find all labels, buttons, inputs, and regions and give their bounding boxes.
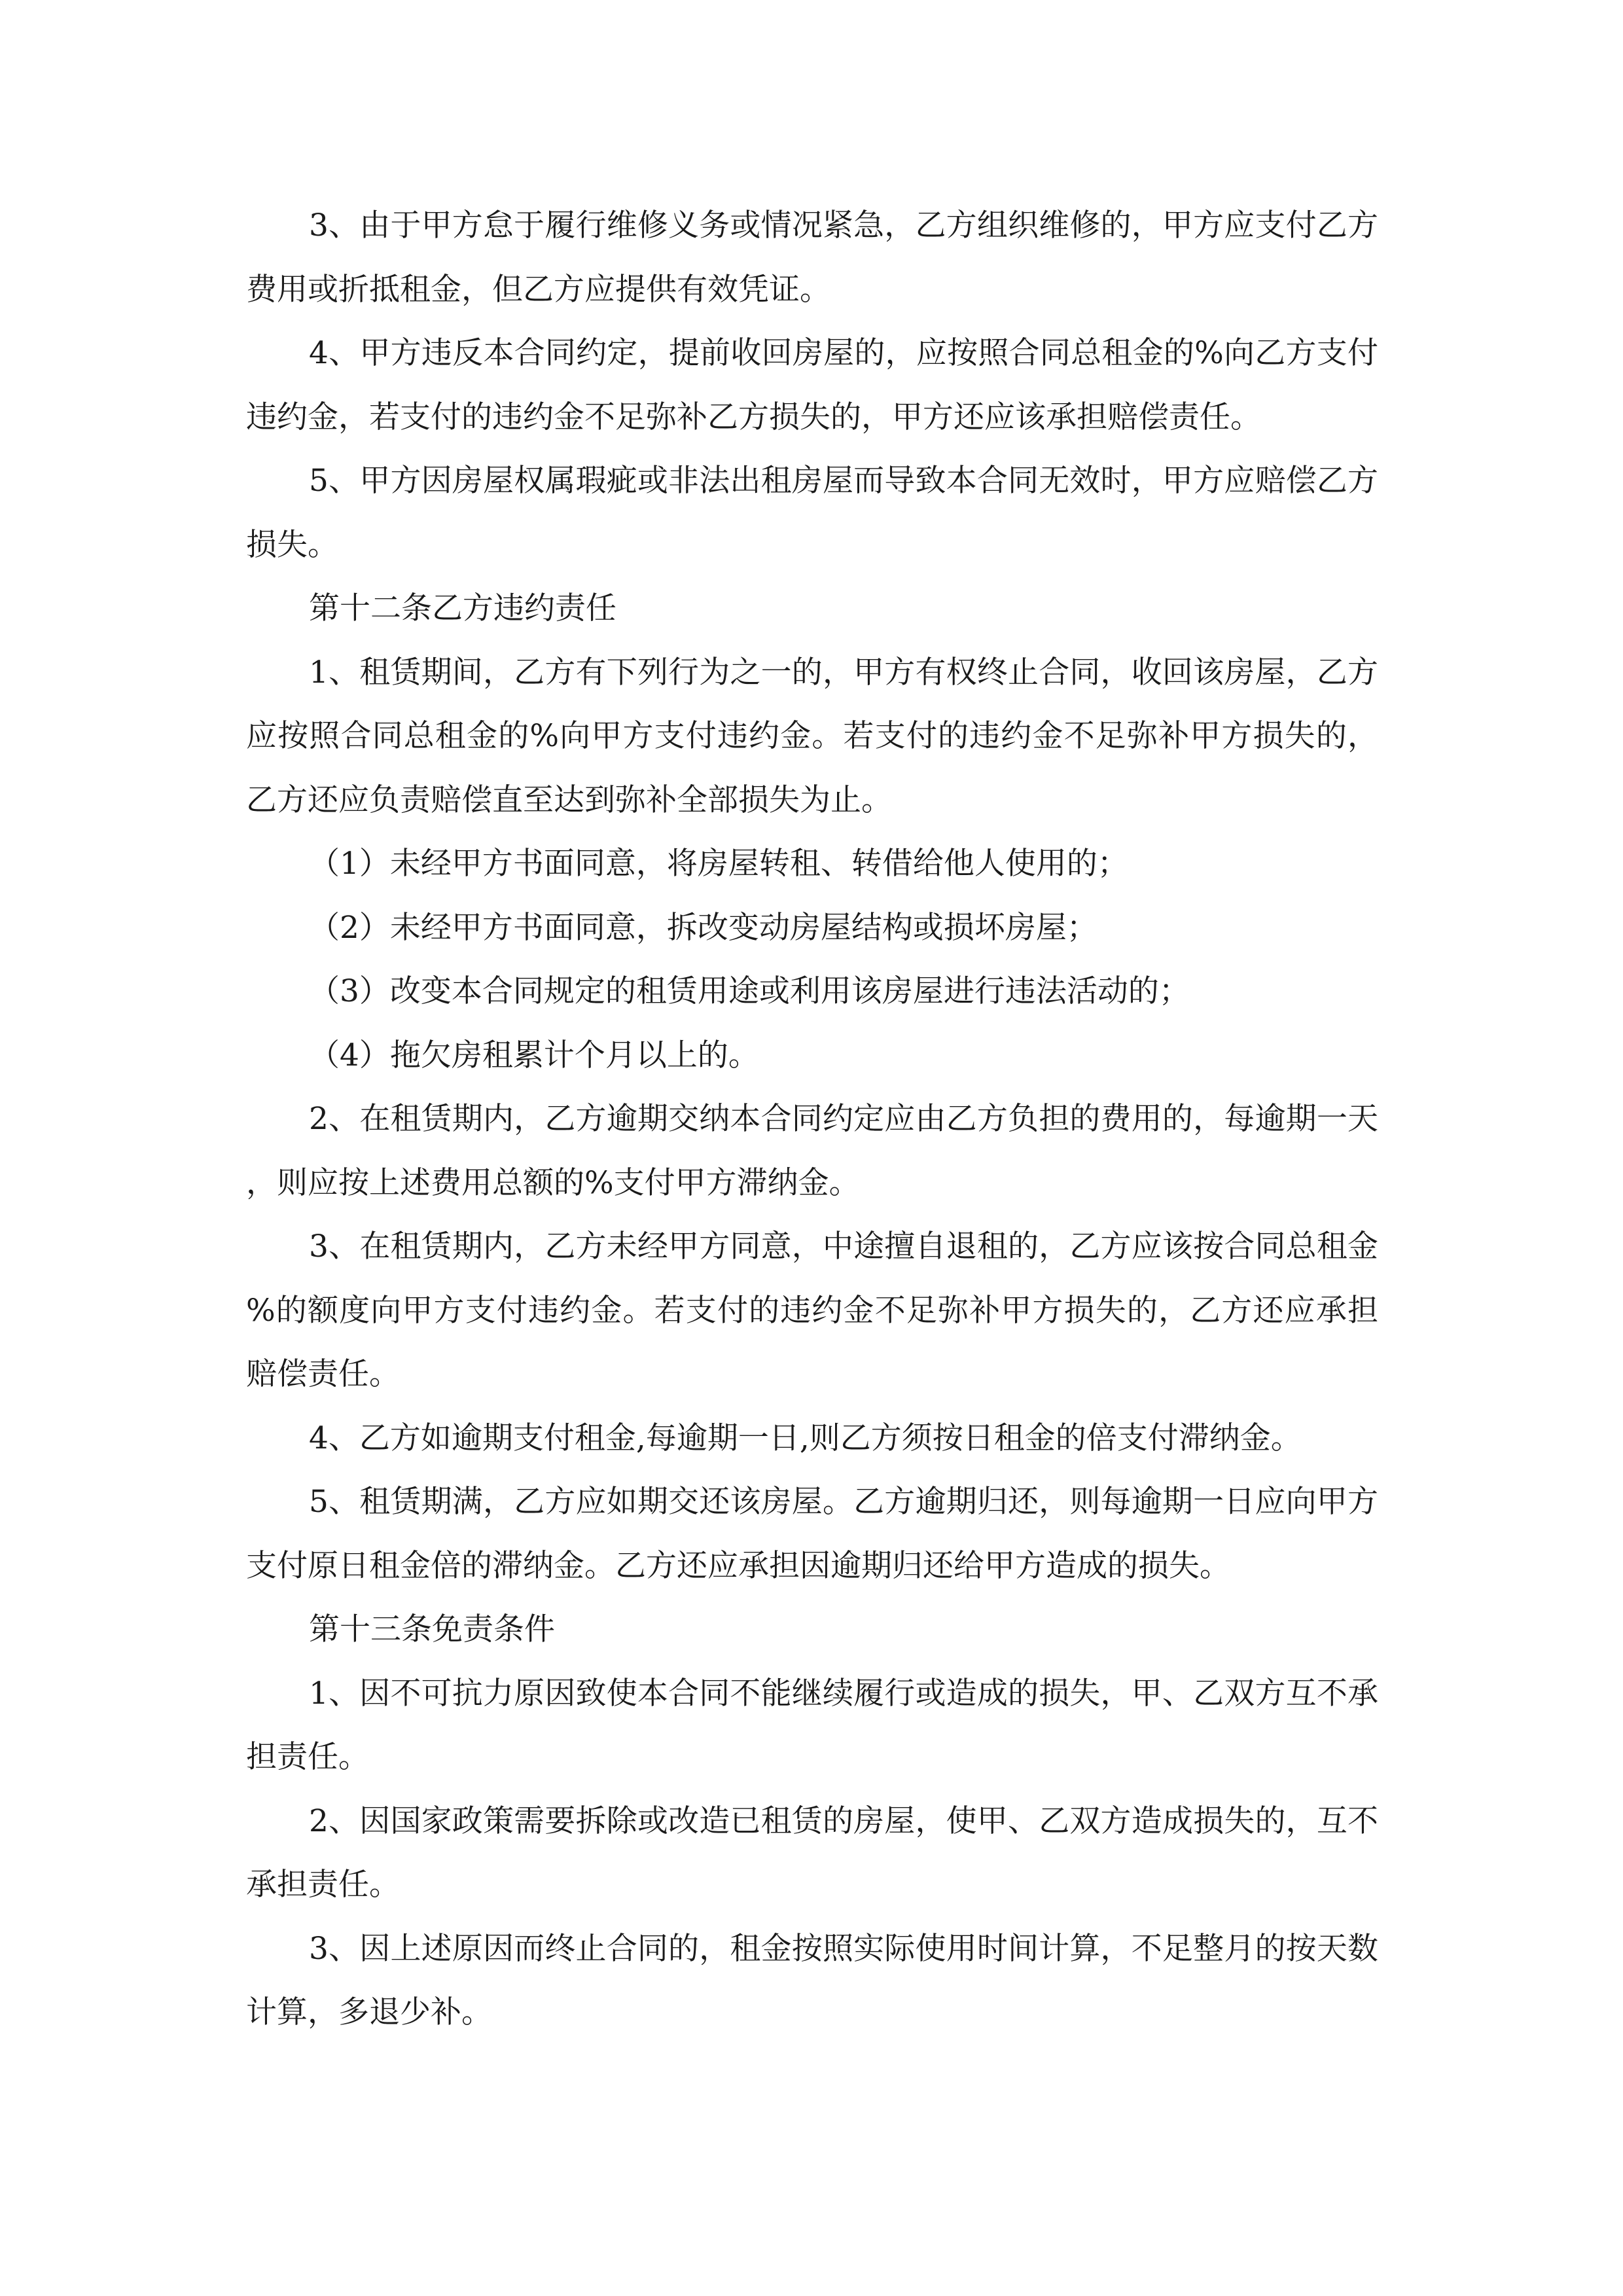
clause-12-3: 3、在租赁期内，乙方未经甲方同意，中途擅自退租的，乙方应该按合同总租金%的额度向甲方支付违约金。若支付的违约金不足弥补甲方损失的，乙方还应承担赔偿责任。 — [246, 1229, 1378, 1392]
clause-12-1-item-1: （1）未经甲方书面同意，将房屋转租、转借给他人使用的； — [309, 846, 1128, 882]
article-13-heading: 第十三条免责条件 — [309, 1611, 555, 1647]
clause-12-1-item-2: （2）未经甲方书面同意，拆改变动房屋结构或损坏房屋； — [309, 909, 1097, 946]
clause-12-4: 4、乙方如逾期支付租金,每逾期一日,则乙方须按日租金的倍支付滞纳金。 — [309, 1420, 1302, 1456]
clause-12-5: 5、租赁期满，乙方应如期交还该房屋。乙方逾期归还，则每逾期一日应向甲方支付原日租金倍的滞纳金。乙方还应承担因逾期归还给甲方造成的损失。 — [246, 1484, 1378, 1584]
clause-11-5: 5、甲方因房屋权属瑕疵或非法出租房屋而导致本合同无效时，甲方应赔偿乙方损失。 — [246, 463, 1378, 563]
clause-11-4: 4、甲方违反本合同约定，提前收回房屋的，应按照合同总租金的%向乙方支付违约金，若支付的违约金不足弥补乙方损失的，甲方还应该承担赔偿责任。 — [246, 335, 1378, 435]
clause-13-3: 3、因上述原因而终止合同的，租金按照实际使用时间计算，不足整月的按天数计算，多退少补。 — [246, 1930, 1378, 2030]
clause-12-1-item-3: （3）改变本合同规定的租赁用途或利用该房屋进行违法活动的； — [309, 973, 1190, 1009]
document-body — [246, 194, 1378, 2045]
clause-12-2: 2、在租赁期内，乙方逾期交纳本合同约定应由乙方负担的费用的，每逾期一天，则应按上述费用总额的%支付甲方滞纳金。 — [246, 1101, 1378, 1201]
clause-13-1: 1、因不可抗力原因致使本合同不能继续履行或造成的损失，甲、乙双方互不承担责任。 — [246, 1675, 1378, 1775]
clause-12-1-item-4: （4）拖欠房租累计个月以上的。 — [309, 1037, 759, 1073]
clause-13-2: 2、因国家政策需要拆除或改造已租赁的房屋，使甲、乙双方造成损失的，互不承担责任。 — [246, 1803, 1378, 1903]
clause-12-1: 1、租赁期间，乙方有下列行为之一的，甲方有权终止合同，收回该房屋，乙方应按照合同总租金的%向甲方支付违约金。若支付的违约金不足弥补甲方损失的，乙方还应负责赔偿直至达到弥补全部损失为止。 — [246, 654, 1378, 818]
clause-11-3: 3、由于甲方怠于履行维修义务或情况紧急，乙方组织维修的，甲方应支付乙方费用或折抵租金，但乙方应提供有效凭证。 — [246, 207, 1378, 308]
article-12-heading: 第十二条乙方违约责任 — [309, 590, 616, 626]
